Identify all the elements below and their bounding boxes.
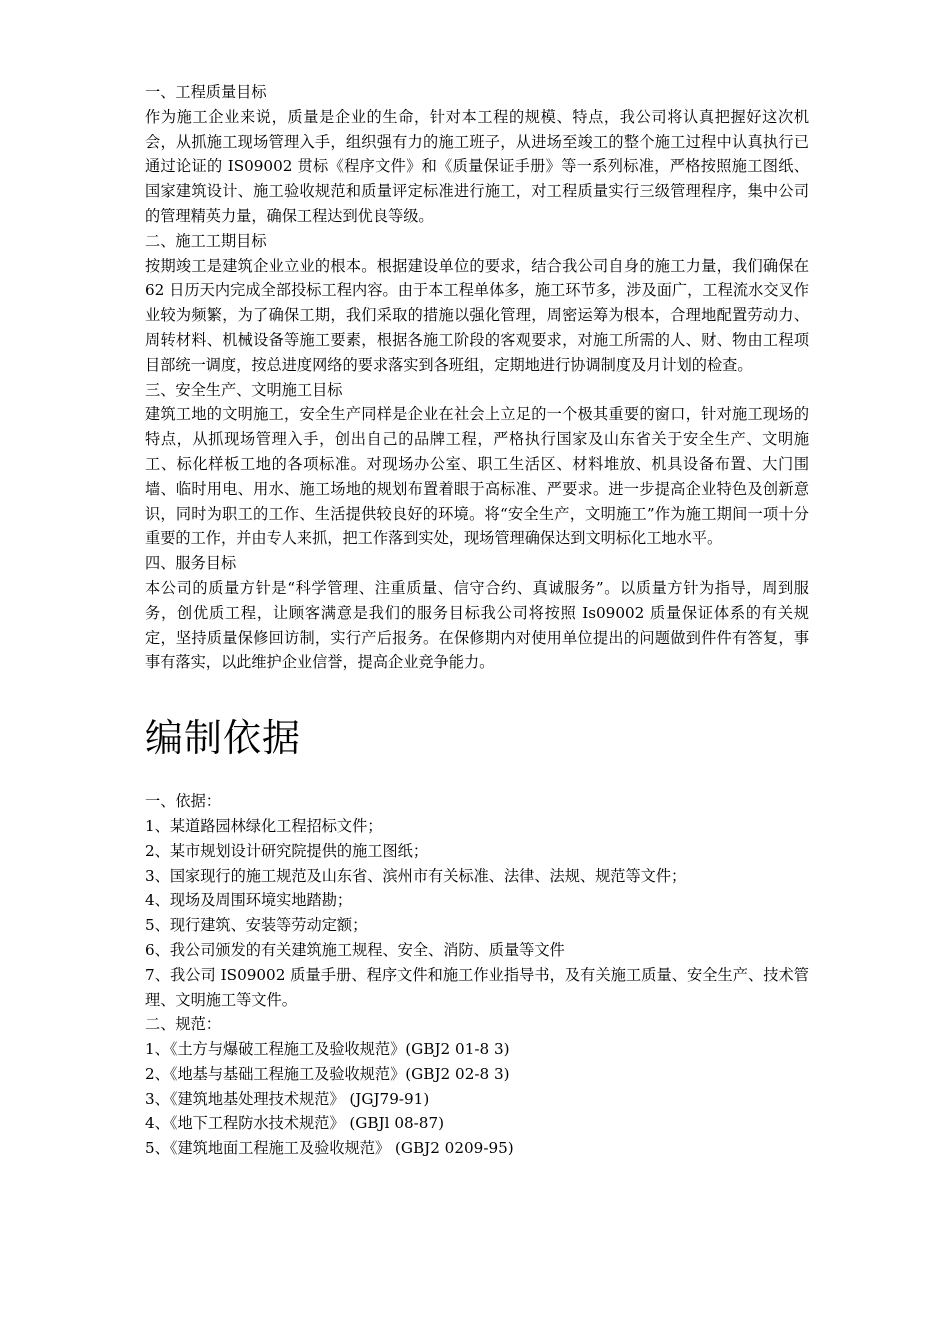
service-goal-heading: 四、服务目标 (145, 554, 237, 573)
norms-heading: 二、规范： (145, 1015, 221, 1034)
norm-item: 2、《地基与基础工程施工及验收规范》(GBJ2 02-8 3) (145, 1064, 510, 1083)
basis-item: 7、我公司 IS09002 质量手册、程序文件和施工作业指导书，及有关施工质量、安全生产、技术管理、文明施工等文件。 (145, 965, 809, 1009)
basis-section (145, 714, 809, 1161)
basis-item: 5、现行建筑、安装等劳动定额； (145, 916, 368, 935)
schedule-goal-text: 按期竣工是建筑企业立业的根本。根据建设单位的要求，结合我公司自身的施工力量，我们确保在 62 日历天内完成全部投标工程内容。由于本工程单体多，施工环节多，涉及面广，工程流水交叉作业较为频繁，为了确保工期，我们采取的措施以强化管理，周密运筹为根本，合理地配置劳动力、周转材料、机械设备等施工要素，根据各施工阶段的客观要求，对施工所需的人、财、物由工程项目部统一调度，按总进度网络的要求落实到各班组，定期地进行协调制度及月计划的检查。 (145, 256, 809, 374)
quality-goal-text: 作为施工企业来说，质量是企业的生命，针对本工程的规模、特点，我公司将认真把握好这次机会，从抓施工现场管理入手，组织强有力的施工班子，从进场至竣工的整个施工过程中认真执行已通过论证的 IS09002 贯标《程序文件》和《质量保证手册》等一系列标准，严格按照施工图纸、国家建筑设计、施工验收规范和质量评定标准进行施工，对工程质量实行三级管理程序，集中公司的管理精英力量，确保工程达到优良等级。 (145, 107, 809, 225)
basis-heading: 一、依据： (145, 792, 221, 811)
service-goal-text: 本公司的质量方针是“科学管理、注重质量、信守合约、真诚服务”。以质量方针为指导，周到服务，创优质工程，让顾客满意是我们的服务目标我公司将按照 Is09002 质量保证体系的有关规定，坚持质量保修回访制，实行产后报务。在保修期内对使用单位提出的问题做到件件有答复，事事有落实，以此维护企业信誉，提高企业竞争能力。 (145, 578, 809, 672)
norm-item: 5、《建筑地面工程施工及验收规范》 (GBJ2 0209-95) (145, 1139, 514, 1158)
norm-item: 1、《土方与爆破工程施工及验收规范》(GBJ2 01-8 3) (145, 1040, 510, 1059)
safety-goal-text: 建筑工地的文明施工，安全生产同样是企业在社会上立足的一个极其重要的窗口，针对施工现场的特点，从抓现场管理入手，创出自己的品牌工程，严格执行国家及山东省关于安全生产、文明施工、标化样板工地的各项标准。对现场办公室、职工生活区、材料堆放、机具设备布置、大门围墙、临时用电、用水、施工场地的规划布置着眼于高标准、严要求。进一步提高企业特色及创新意识，同时为职工的工作、生活提供较良好的环境。将“安全生产，文明施工”作为施工期间一项十分重要的工作，并由专人来抓，把工作落到实处，现场管理确保达到文明标化工地水平。 (145, 405, 809, 548)
safety-goal-heading: 三、安全生产、文明施工目标 (145, 380, 343, 399)
basis-item: 1、某道路园林绿化工程招标文件； (145, 816, 383, 835)
basis-item: 6、我公司颁发的有关建筑施工规程、安全、消防、质量等文件 (145, 940, 565, 959)
document-page (145, 80, 809, 1161)
quality-goal-heading: 一、工程质量目标 (145, 83, 267, 101)
basis-item: 2、某市规划设计研究院提供的施工图纸； (145, 841, 429, 860)
basis-item: 3、国家现行的施工规范及山东省、滨州市有关标准、法律、法规、规范等文件； (145, 866, 687, 885)
norm-item: 3、《建筑地基处理技术规范》 (JGJ79-91) (145, 1089, 430, 1108)
basis-item: 4、现场及周围环境实地踏勘； (145, 891, 353, 910)
section-title: 编制依据 (145, 716, 302, 761)
norm-item: 4、《地下工程防水技术规范》 (GBJl 08-87) (145, 1114, 445, 1133)
schedule-goal-heading: 二、施工工期目标 (145, 231, 267, 250)
